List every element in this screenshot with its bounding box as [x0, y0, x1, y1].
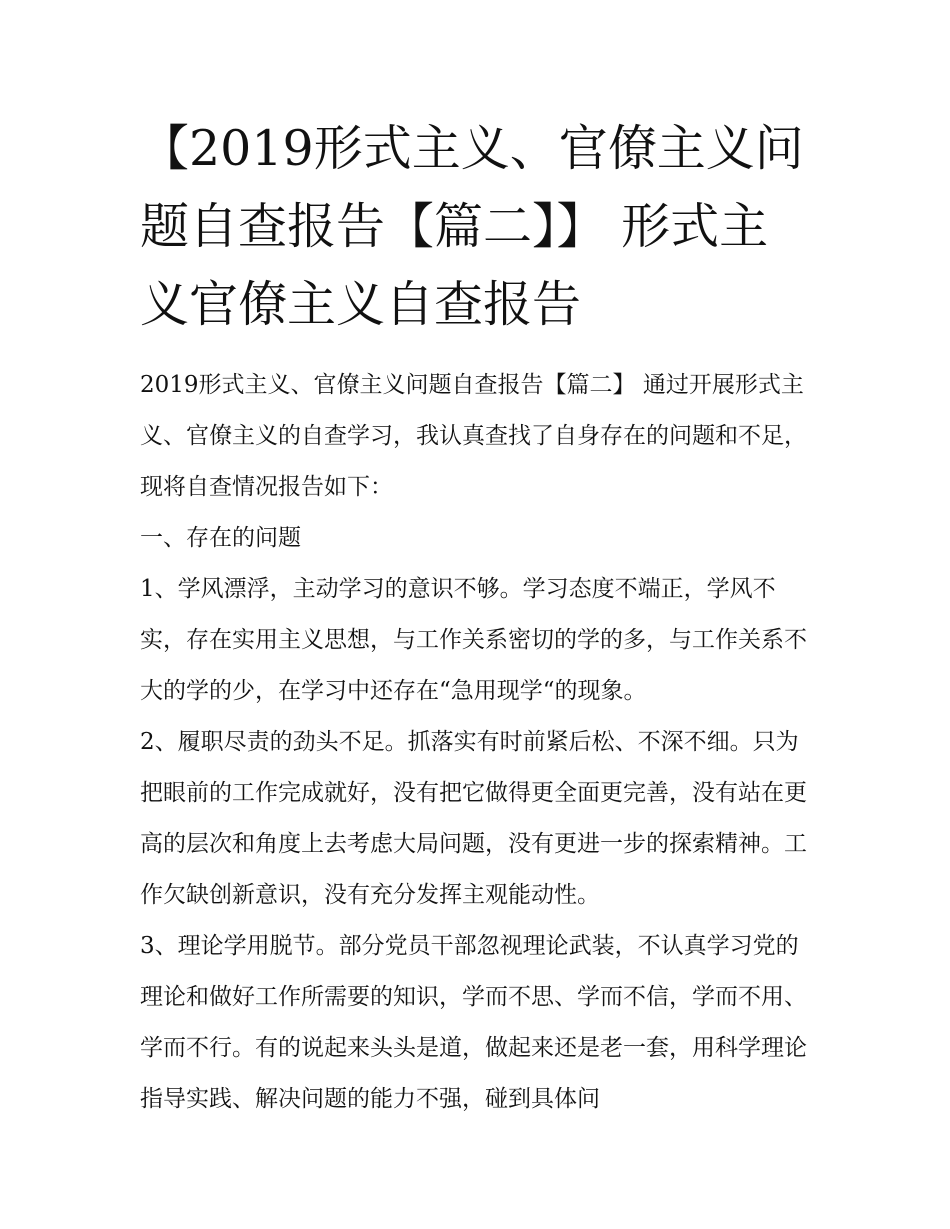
document-body — [140, 110, 812, 1125]
paragraph-item-1: 1、学风漂浮，主动学习的意识不够。学习态度不端正，学风不实，存在实用主义思想，与工作关系密切的学的多，与工作关系不大的学的少，在学习中还存在“急用现学“的现象。 — [140, 576, 807, 704]
section-heading-problems: 一、存在的问题 — [140, 525, 301, 551]
paragraph-intro: 2019形式主义、官僚主义问题自查报告【篇二】 通过开展形式主义、官僚主义的自查学习，我认真查找了自身存在的问题和不足，现将自查情况报告如下： — [140, 372, 807, 500]
paragraph-item-3: 3、理论学用脱节。部分党员干部忽视理论武装，不认真学习党的理论和做好工作所需要的知识，学而不思、学而不信，学而不用、学而不行。有的说起来头头是道，做起来还是老一套，用科学理论指导实践、解决问题的能力不强，碰到具体问 — [140, 933, 807, 1112]
paragraph-item-2: 2、履职尽责的劲头不足。抓落实有时前紧后松、不深不细。只为把眼前的工作完成就好，没有把它做得更全面更完善，没有站在更高的层次和角度上去考虑大局问题，没有更进一步的探索精神。工作欠缺创新意识，没有充分发挥主观能动性。 — [140, 729, 807, 908]
document-title: 【2019形式主义、官僚主义问题自查报告【篇二】】 形式主义官僚主义自查报告 — [140, 120, 804, 333]
